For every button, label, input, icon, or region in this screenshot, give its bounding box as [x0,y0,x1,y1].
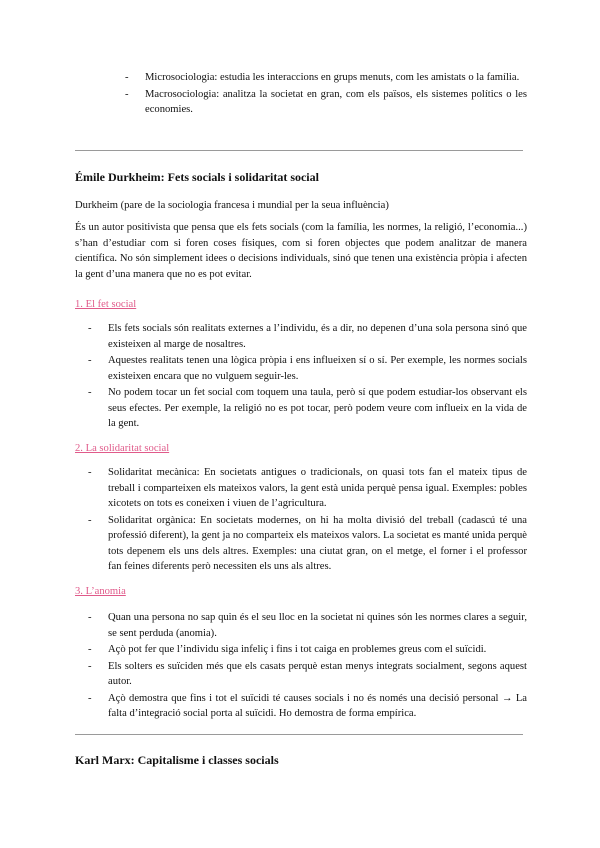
list-bullet: - [125,88,129,100]
list-bullet: - [88,514,92,526]
list-item-text: Solidaritat orgànica: En societats modernes, on hi ha molta divisió del treball (cadascú té una professió diferent), la gent ja no comparteix els mateixos valors. La societat es manté unida perquè tots depenem els uns dels altres. Exemples: una ciutat gran, on el metge, el forner i el professor fan feines diferents però necessiten els uns als altres. [108,514,527,572]
anomia-list [88,610,527,723]
top-list [125,70,527,119]
section-divider [75,734,523,735]
section-title-fet-social: 1. El fet social [75,299,137,310]
fet-social-list [88,321,527,433]
list-item-text: Microsociologia: estudia les interaccions en grups menuts, com les amistats o la família. [145,72,520,83]
list-item [125,87,527,118]
list-bullet: - [88,467,92,478]
list-bullet: - [88,660,92,672]
list-item [88,353,527,384]
list-item [88,691,527,722]
list-item-text: Solidaritat mecànica: En societats antigues o tradicionals, on quasi tots fan el mateix tipus de treball i comparteixen els mateixos valors, la gent està unida perquè pensa igual. Exemples: pobles xicotets on tots es coneixen i viuen de l’agricultura. [108,467,527,509]
marx-heading: Karl Marx: Capitalisme i classes socials [75,753,279,767]
list-bullet: - [88,612,92,623]
durkheim-intro: Durkheim (pare de la sociologia francesa i mundial per la seua influència) [75,200,389,211]
section-title-anomia: 3. L’anomia [75,586,126,597]
section-divider [75,150,523,151]
list-bullet: - [88,387,92,398]
list-item-text: Açò demostra que fins i tot el suïcidi té causes socials i no és només una decisió personal → La falta d’integració social porta al suïcidi. Ho demostra de forma empírica. [108,692,527,719]
section-title-solidaritat: 2. La solidaritat social [75,443,170,454]
list-bullet: - [88,692,92,704]
list-item [88,321,527,352]
list-bullet: - [88,644,92,655]
solidaritat-list [88,465,527,576]
list-item-text: Macrosociologia: analitza la societat en gran, com els països, els sistemes polítics o les economies. [145,88,527,115]
list-item-text: Aquestes realitats tenen una lògica pròpia i ens influeixen sí o sí. Per exemple, les normes socials existeixen encara que no vulguem seguir-les. [108,355,527,382]
list-item [88,659,527,690]
list-item-text: Quan una persona no sap quin és el seu lloc en la societat ni quines són les normes clares a seguir, se sent perduda (anomia). [108,612,527,639]
list-item [88,465,527,512]
list-item-text: Els fets socials són realitats externes a l’individu, és a dir, no depenen d’una sola persona sinó que existeixen al marge de nosaltres. [108,323,527,350]
list-item [88,385,527,432]
list-item [125,70,527,86]
list-bullet: - [88,355,92,366]
list-item-text: Els solters es suïciden més que els casats perquè estan menys integrats socialment, segons aquest autor. [108,660,527,687]
list-bullet: - [88,323,92,334]
durkheim-heading: Émile Durkheim: Fets socials i solidaritat social [75,170,319,184]
list-item [88,610,527,641]
durkheim-paragraph: És un autor positivista que pensa que els fets socials (com la família, les normes, la religió, l’economia...) s’han d’estudiar com si foren coses físiques, com si foren objectes que podem analitzar de manera científica. No són simplement idees o decisions individuals, sinó que tenen una existència pròpia i afecten la gent d’una manera que no es pot evitar. [75,222,527,280]
list-item [88,513,527,575]
list-item [88,642,527,658]
list-item-text: Açò pot fer que l’individu siga infeliç i fins i tot caiga en problemes greus com el suïcidi. [108,644,487,655]
list-item-text: No podem tocar un fet social com toquem una taula, però sí que podem estudiar-los observant els seus efectes. Per exemple, la religió no es pot tocar, però podem veure com influeix en la vida de la gent. [108,387,527,429]
list-bullet: - [125,72,129,83]
